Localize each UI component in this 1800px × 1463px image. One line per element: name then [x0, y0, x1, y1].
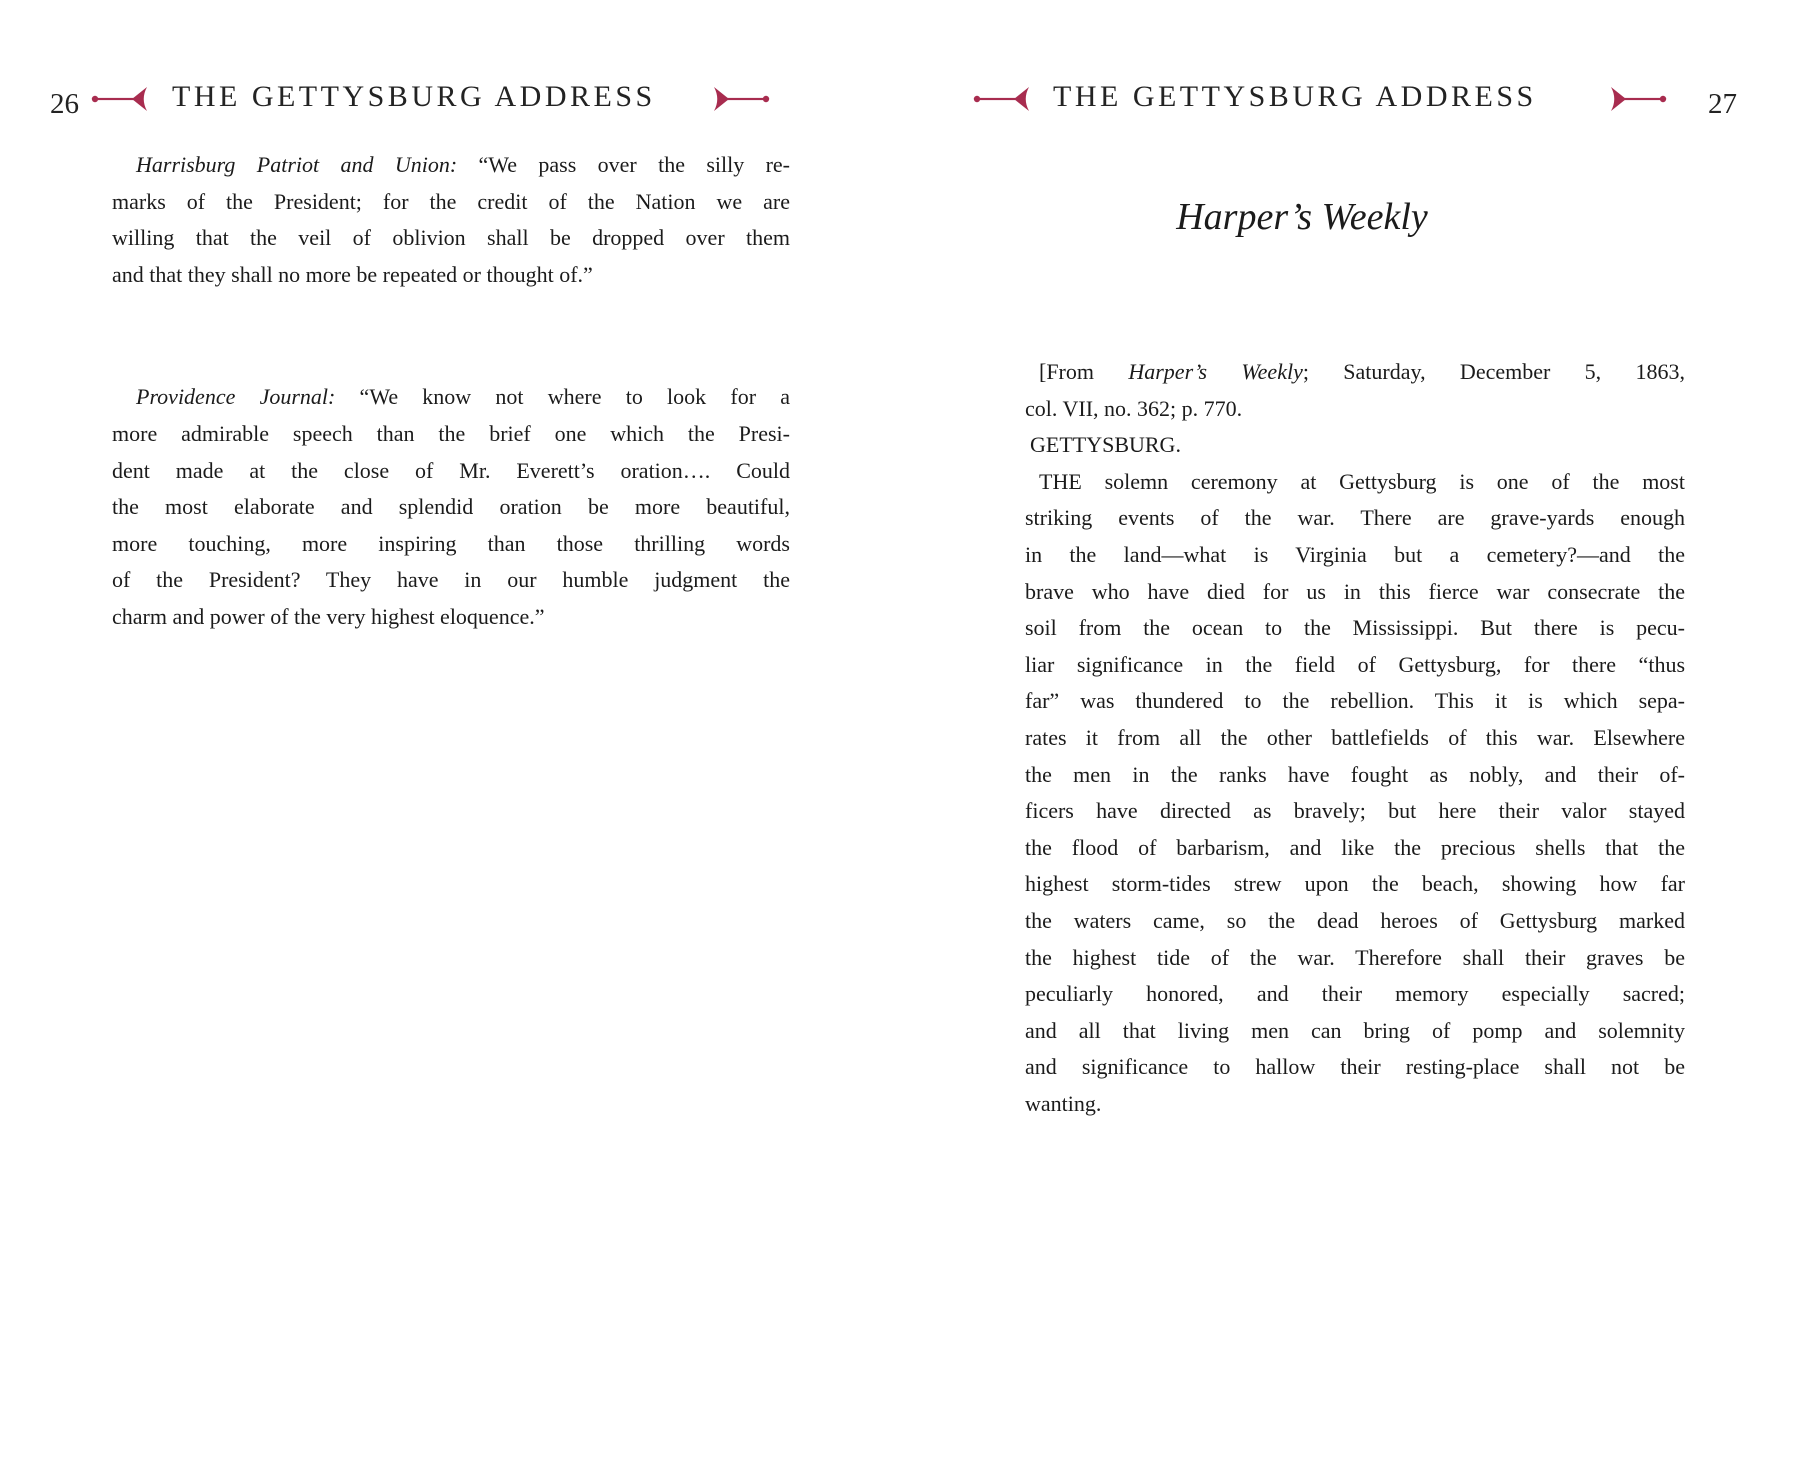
paragraph — [112, 379, 790, 635]
left-running-head: THE GETTYSBURG ADDRESS — [172, 80, 656, 113]
text-segment: ficers have directed as bravely; but here their valor stayed — [1025, 798, 1685, 824]
text-line — [1025, 683, 1685, 720]
text-segment: the highest tide of the war. Therefore shall their graves be — [1025, 944, 1685, 970]
text-segment: the flood of barbarism, and like the precious shells that the — [1025, 834, 1685, 860]
rule-line — [1622, 98, 1662, 100]
left-page-text-column — [112, 147, 790, 636]
right-page-number: 27 — [1708, 88, 1737, 120]
text-segment: and significance to hallow their resting-place shall not be — [1025, 1054, 1685, 1080]
text-line — [112, 453, 790, 490]
text-line — [1025, 574, 1685, 611]
text-segment: striking events of the war. There are grave-yards enough — [1025, 505, 1685, 531]
text-line — [1025, 830, 1685, 867]
text-line — [1025, 647, 1685, 684]
text-line — [112, 379, 790, 416]
text-line — [1025, 354, 1685, 391]
text-line — [1025, 976, 1685, 1013]
text-line — [112, 599, 790, 636]
text-segment: dent made at the close of Mr. Everett’s oration…. Could — [112, 457, 790, 483]
text-line — [1025, 793, 1685, 830]
text-line — [1025, 610, 1685, 647]
text-segment: the waters came, so the dead heroes of Gettysburg marked — [1025, 907, 1685, 933]
rule-fleuron — [1611, 87, 1626, 111]
text-line — [1025, 427, 1685, 464]
text-segment: marks of the President; for the credit of the Nation we are — [112, 188, 790, 214]
text-segment: col. VII, no. 362; p. 770. — [1025, 395, 1243, 421]
text-segment: soil from the ocean to the Mississippi. But there is pecu- — [1025, 615, 1685, 641]
text-segment: “We pass over the silly re- — [457, 152, 791, 177]
italic-text-segment: Harrisburg Patriot and Union: — [136, 152, 458, 177]
text-line — [1025, 1049, 1685, 1086]
right-page-text-column — [1025, 354, 1685, 1122]
text-line — [112, 220, 790, 257]
paragraph — [1025, 464, 1685, 1123]
section-title: Harper’s Weekly — [1176, 196, 1428, 238]
text-segment: more touching, more inspiring than those thrilling words — [112, 530, 790, 556]
text-line — [1025, 464, 1685, 501]
text-line — [112, 526, 790, 563]
rule-line — [725, 98, 765, 100]
text-segment: the men in the ranks have fought as nobly, and their of- — [1025, 761, 1685, 787]
text-segment: more admirable speech than the brief one which the Presi- — [112, 420, 790, 446]
text-line — [112, 489, 790, 526]
text-line — [1025, 537, 1685, 574]
text-segment: brave who have died for us in this fierce war consecrate the — [1025, 578, 1685, 604]
text-segment: charm and power of the very highest eloquence.” — [112, 603, 545, 629]
text-line — [1025, 866, 1685, 903]
text-segment: peculiarly honored, and their memory especially sacred; — [1025, 981, 1685, 1007]
text-line — [112, 416, 790, 453]
text-line — [112, 184, 790, 221]
text-line — [1025, 500, 1685, 537]
text-line — [1025, 1086, 1685, 1123]
rule-fleuron — [132, 87, 147, 111]
rule-fleuron — [1014, 87, 1029, 111]
paragraph — [1025, 354, 1685, 427]
text-segment: in the land—what is Virginia but a cemetery?—and the — [1025, 541, 1685, 567]
text-segment: far” was thundered to the rebellion. This it is which sepa- — [1025, 688, 1685, 714]
text-line — [112, 257, 790, 294]
header-rule-left-ornament-icon — [972, 86, 1030, 112]
text-line — [112, 147, 790, 184]
header-rule-right-ornament-icon — [713, 86, 771, 112]
text-line — [1025, 757, 1685, 794]
rule-fleuron — [714, 87, 729, 111]
text-segment: GETTYSBURG. — [1030, 432, 1181, 458]
header-rule-right-ornament-icon — [1610, 86, 1668, 112]
text-segment: rates it from all the other battlefields of this war. Elsewhere — [1025, 724, 1685, 750]
text-segment: ; Saturday, December 5, 1863, — [1302, 359, 1686, 384]
text-segment: highest storm-tides strew upon the beach, showing how far — [1025, 871, 1685, 897]
paragraph — [1025, 427, 1685, 464]
text-segment: liar significance in the field of Gettysburg, for there “thus — [1025, 651, 1685, 677]
rule-line — [96, 98, 136, 100]
text-segment: THE solemn ceremony at Gettysburg is one of the most — [1039, 468, 1685, 494]
text-line — [1025, 391, 1685, 428]
text-line — [112, 562, 790, 599]
text-segment: wanting. — [1025, 1090, 1102, 1116]
right-running-head: THE GETTYSBURG ADDRESS — [1053, 80, 1537, 113]
text-segment: “We know not where to look for a — [335, 384, 790, 410]
paragraph — [112, 147, 790, 293]
header-rule-left-ornament-icon — [90, 86, 148, 112]
text-line — [1025, 1013, 1685, 1050]
text-segment: of the President? They have in our humble judgment the — [112, 567, 790, 593]
text-segment: [From — [1039, 359, 1129, 384]
text-segment: and all that living men can bring of pomp and solemnity — [1025, 1017, 1685, 1043]
text-line — [1025, 720, 1685, 757]
italic-text-segment: Harper’s Weekly — [1128, 359, 1303, 384]
rule-line — [978, 98, 1018, 100]
text-segment: and that they shall no more be repeated or thought of.” — [112, 261, 593, 287]
text-line — [1025, 903, 1685, 940]
text-segment: the most elaborate and splendid oration be more beautiful, — [112, 494, 790, 520]
italic-text-segment: Providence Journal: — [136, 384, 336, 410]
text-segment: willing that the veil of oblivion shall be dropped over them — [112, 225, 790, 251]
text-line — [1025, 940, 1685, 977]
left-page-number: 26 — [50, 88, 79, 120]
